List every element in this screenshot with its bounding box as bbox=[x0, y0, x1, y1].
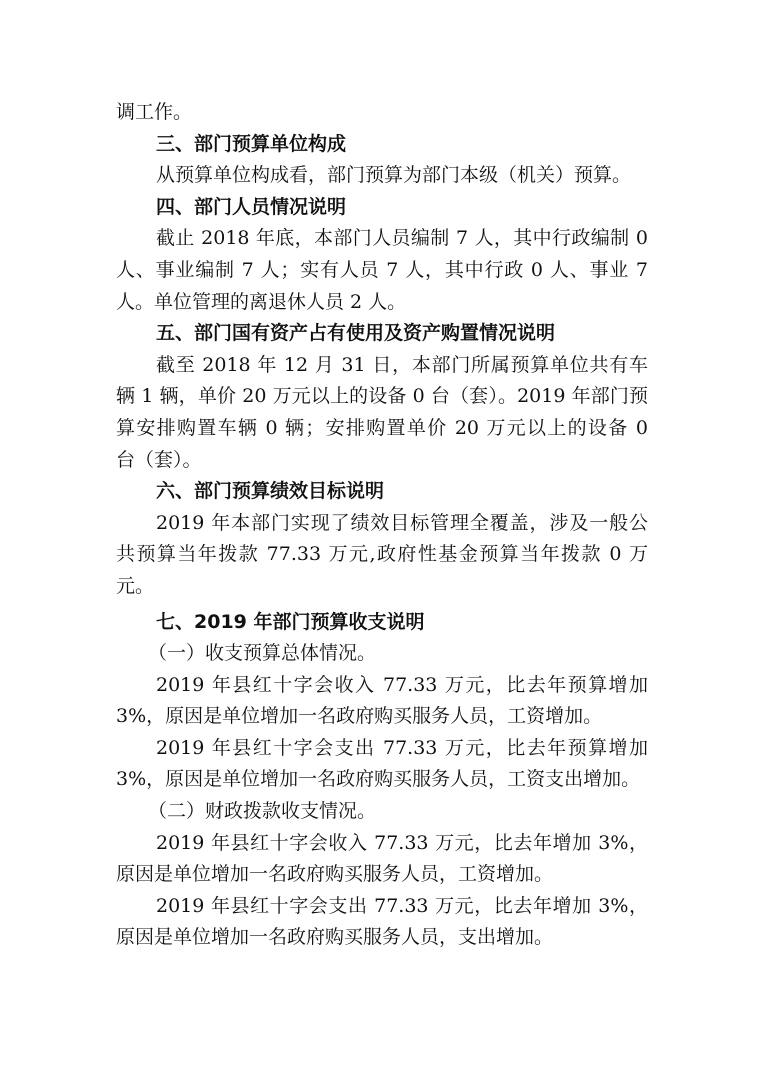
paragraph-line: 2019 年县红十字会支出 77.33 万元，比去年预算增加 bbox=[156, 736, 648, 759]
paragraph-line: 调工作。 bbox=[116, 101, 193, 123]
paragraph-line: 辆 1 辆，单价 20 万元以上的设备 0 台（套）。2019 年部门预 bbox=[116, 385, 648, 408]
section-heading-6: 六、部门预算绩效目标说明 bbox=[156, 480, 385, 503]
section-heading-5: 五、部门国有资产占有使用及资产购置情况说明 bbox=[156, 322, 556, 345]
paragraph-line: 人。单位管理的离退休人员 2 人。 bbox=[116, 290, 407, 313]
paragraph-line: 从预算单位构成看，部门预算为部门本级（机关）预算。 bbox=[156, 164, 632, 187]
paragraph-line: 台（套）。 bbox=[116, 448, 202, 471]
paragraph-line: 共预算当年拨款 77.33 万元,政府性基金预算当年拨款 0 万 bbox=[116, 543, 648, 566]
section-heading-7: 七、2019 年部门预算收支说明 bbox=[156, 610, 425, 633]
paragraph-line: 2019 年县红十字会收入 77.33 万元，比去年预算增加 bbox=[156, 673, 648, 696]
section-heading-3: 三、部门预算单位构成 bbox=[156, 132, 347, 155]
paragraph-line: 元。 bbox=[116, 574, 155, 597]
paragraph-line: 原因是单位增加一名政府购买服务人员，支出增加。 bbox=[116, 926, 554, 949]
paragraph-line: 人、事业编制 7 人；实有人员 7 人，其中行政 0 人、事业 7 bbox=[116, 258, 648, 281]
section-heading-4: 四、部门人员情况说明 bbox=[156, 195, 347, 218]
document-body bbox=[116, 97, 648, 954]
paragraph-line: 2019 年县红十字会收入 77.33 万元，比去年增加 3%， bbox=[156, 831, 648, 854]
paragraph-line: 算安排购置车辆 0 辆；安排购置单价 20 万元以上的设备 0 bbox=[116, 416, 648, 439]
paragraph-line: 3%，原因是单位增加一名政府购买服务人员，工资支出增加。 bbox=[116, 768, 641, 791]
paragraph-line: 截至 2018 年 12 月 31 日，本部门所属预算单位共有车 bbox=[156, 353, 648, 376]
subsection-heading-1: （一）收支预算总体情况。 bbox=[148, 642, 377, 665]
subsection-heading-2: （二）财政拨款收支情况。 bbox=[148, 800, 377, 823]
paragraph-line: 2019 年县红十字会支出 77.33 万元，比去年增加 3%， bbox=[156, 894, 648, 917]
paragraph-line: 原因是单位增加一名政府购买服务人员，工资增加。 bbox=[116, 863, 554, 886]
paragraph-line: 截止 2018 年底，本部门人员编制 7 人，其中行政编制 0 bbox=[156, 227, 648, 250]
paragraph-line: 3%，原因是单位增加一名政府购买服务人员，工资增加。 bbox=[116, 705, 603, 728]
paragraph-line: 2019 年本部门实现了绩效目标管理全覆盖，涉及一般公 bbox=[156, 511, 648, 534]
